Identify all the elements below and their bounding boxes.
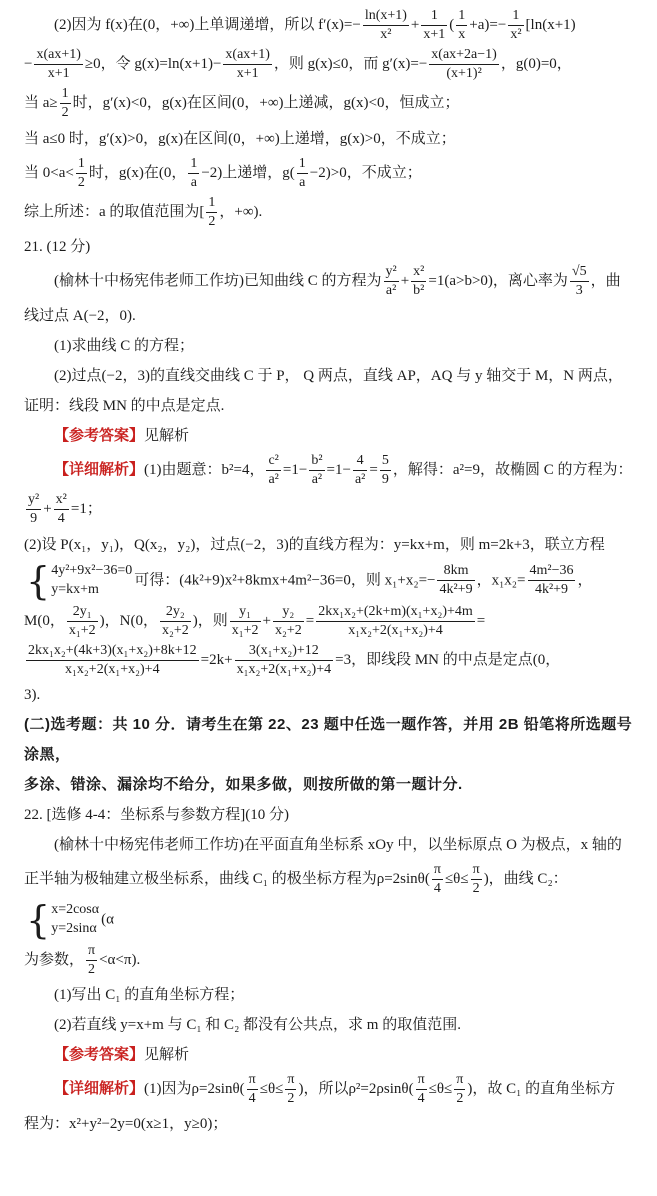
text-run: )，N(0， (99, 612, 158, 629)
text-run: ，x₁x₂= (476, 571, 526, 588)
fraction-numerator: y² (26, 492, 41, 510)
text-run: 正半轴为极轴建立极坐标系，曲线 C₁ 的极坐标方程为ρ=2sinθ( (24, 870, 430, 887)
text-run: ，+∞). (219, 203, 263, 220)
text-run: − (24, 56, 33, 73)
fraction-numerator: 1 (421, 8, 447, 26)
text-run: +a)=− (469, 17, 507, 34)
equation-row: x=2cosα (51, 902, 100, 918)
answer-label: 【参考答案】 (54, 428, 145, 445)
fraction-numerator: π (285, 1072, 296, 1090)
text-run: ( (449, 17, 455, 34)
fraction-denominator: 2 (456, 1091, 464, 1107)
equation-row: y=2sinα (51, 921, 97, 937)
text-run: =1(a>b>0)，离心率为 (428, 272, 568, 289)
fraction-denominator: 2 (88, 962, 96, 978)
text-run: (榆林十中杨宪伟老师工作坊)在平面直角坐标系 xOy 中，以坐标原点 O 为极点，x 轴的 (54, 836, 622, 853)
text-run: + (410, 17, 420, 34)
solution-line (24, 530, 633, 560)
fraction-numerator: b² (309, 453, 324, 471)
math-fraction (363, 8, 409, 43)
text-run: ， (577, 571, 593, 588)
fraction-denominator: a² (268, 472, 279, 488)
text-run: =1− (282, 462, 308, 479)
text-run: ≥0，令 g(x)=ln(x+1)− (84, 56, 222, 73)
text-run: ≤θ≤ (259, 1081, 284, 1098)
text-run: 证明：线段 MN 的中点是定点. (24, 398, 225, 415)
text-run: (α (101, 911, 114, 928)
answer-label: 【详细解析】 (54, 462, 145, 479)
solution-line (24, 154, 633, 193)
math-fraction (309, 453, 324, 488)
fraction-numerator: 1 (297, 156, 308, 174)
fraction-denominator: x₁+2 (231, 622, 259, 638)
text-run: (2)因为 f(x)在(0，+∞)上单调递增，所以 f′(x)=− (54, 17, 361, 34)
question-stem (24, 941, 633, 980)
fraction-numerator: π (247, 1072, 258, 1090)
math-fraction (380, 453, 391, 488)
math-fraction (223, 47, 271, 82)
text-run: ，解得：a²=9，故椭圆 C 的方程为： (392, 462, 633, 479)
fraction-numerator: π (86, 943, 97, 961)
math-fraction (26, 492, 41, 527)
text-run: 时，g(x)在(0， (88, 164, 187, 181)
reference-answer-line (24, 1040, 633, 1070)
fraction-denominator: 2 (472, 880, 480, 896)
fraction-numerator: 1 (188, 156, 199, 174)
equation-row: 4y²+9x²−36=0 (51, 562, 133, 578)
fraction-numerator: 2kx₁x₂+(4k+3)(x₁+x₂)+8k+12 (26, 643, 199, 661)
fraction-denominator: x₁x₂+2(x₁+x₂)+4 (236, 661, 332, 677)
brace-icon: { (26, 898, 51, 943)
question-part (24, 391, 633, 421)
text-run: 3). (24, 686, 41, 703)
text-run: + (262, 612, 271, 629)
math-fraction (285, 1072, 296, 1107)
text-run: + (400, 272, 410, 289)
text-run: = (305, 612, 315, 629)
fraction-denominator: 4 (433, 880, 441, 896)
fraction-denominator: x (458, 27, 466, 43)
text-run: ，曲 (590, 272, 621, 289)
fraction-numerator: ln(x+1) (363, 8, 409, 26)
math-fraction (26, 643, 199, 678)
math-fraction (273, 604, 304, 639)
text-run: =1− (326, 462, 351, 479)
equation-rows (51, 901, 99, 939)
equation-system (26, 898, 100, 943)
section-header (24, 770, 633, 800)
question-stem (24, 262, 633, 301)
text-run: 综上所述：a 的取值范围为[ (24, 203, 205, 220)
question-stem (24, 860, 633, 941)
fraction-numerator: y² (384, 264, 399, 282)
text-run: 程为：x²+y²−2y=0(x≥1，y≥0)； (24, 1116, 228, 1133)
math-fraction (297, 156, 308, 191)
text-run: 见解析 (144, 428, 190, 445)
fraction-denominator: x₂+2 (161, 622, 189, 638)
math-fraction (421, 8, 447, 43)
fraction-denominator: x₁x₂+2(x₁+x₂)+4 (348, 622, 443, 638)
fraction-numerator: y₁ (230, 604, 261, 622)
text-run: + (43, 501, 52, 518)
text-run: (1)因为ρ=2sinθ( (144, 1081, 245, 1098)
solution-line (24, 602, 633, 641)
document-body (24, 6, 633, 1139)
text-run: 当 a≤0 时，g′(x)>0，g(x)在区间(0，+∞)上递增，g(x)>0，不成立； (24, 130, 456, 147)
solution-line (24, 84, 633, 123)
fraction-denominator: x₂+2 (274, 622, 302, 638)
fraction-denominator: 3 (575, 283, 583, 299)
math-fraction (456, 8, 467, 43)
solution-line (24, 641, 633, 680)
math-fraction (86, 943, 97, 978)
math-fraction (235, 643, 334, 678)
text-run: <α<π). (99, 952, 141, 969)
text-run: =2k+ (200, 651, 233, 668)
fraction-numerator: 1 (456, 8, 467, 26)
fraction-numerator: π (471, 862, 482, 880)
fraction-denominator: a² (385, 283, 397, 299)
fraction-denominator: 9 (30, 511, 38, 527)
text-run: −2)上递增，g( (201, 164, 295, 181)
fraction-numerator: x(ax+1) (223, 47, 271, 65)
math-fraction (432, 862, 443, 897)
fraction-denominator: a² (354, 472, 366, 488)
fraction-numerator: y₂ (273, 604, 304, 622)
math-fraction (570, 264, 589, 299)
math-fraction (76, 156, 87, 191)
fraction-numerator: 8km (437, 563, 474, 581)
text-run: )，所以ρ²=2ρsinθ( (298, 1081, 414, 1098)
fraction-denominator: 2 (208, 213, 216, 229)
fraction-numerator: 3(x₁+x₂)+12 (235, 643, 334, 661)
text-run: =3，即线段 MN 的中点是定点(0， (335, 651, 561, 668)
text-run: = (476, 612, 486, 629)
math-fraction (266, 453, 280, 488)
fraction-denominator: x+1 (236, 66, 259, 82)
fraction-numerator: x(ax+2a−1) (429, 47, 499, 65)
text-run: ，g(0)=0， (500, 56, 572, 73)
fraction-denominator: b² (413, 283, 425, 299)
math-fraction (353, 453, 367, 488)
text-run: )，曲线 C₂： (483, 870, 568, 887)
question-number (24, 232, 633, 262)
text-run: ≤θ≤ (428, 1081, 453, 1098)
text-run: (1)由题意：b²=4， (144, 462, 265, 479)
fraction-denominator: 4 (248, 1091, 256, 1107)
math-fraction (54, 492, 69, 527)
fraction-numerator: 2y₁ (67, 604, 98, 622)
fraction-denominator: x² (380, 27, 392, 43)
text-run: 21. (12 分) (24, 238, 91, 255)
equation-system (26, 558, 133, 603)
fraction-denominator: x+1 (47, 66, 70, 82)
fraction-numerator: 1 (508, 8, 523, 26)
fraction-denominator: 2 (287, 1091, 295, 1107)
text-run: (2)若直线 y=x+m 与 C₁ 和 C₂ 都没有公共点，求 m 的取值范围. (54, 1017, 461, 1034)
text-run: 可得：(4k²+9)x²+8kmx+4m²−36=0，则 x₁+x₂=− (134, 571, 436, 588)
fraction-denominator: a² (311, 472, 323, 488)
fraction-numerator: x(ax+1) (34, 47, 82, 65)
math-fraction (528, 563, 576, 598)
text-run: =1； (70, 501, 102, 518)
solution-line (24, 680, 633, 710)
question-part (24, 980, 633, 1010)
fraction-denominator: x₁x₂+2(x₁+x₂)+4 (65, 661, 160, 677)
fraction-numerator: 1 (76, 156, 87, 174)
math-fraction (160, 604, 191, 639)
math-fraction (60, 86, 71, 121)
solution-line (24, 124, 633, 154)
text-run: 线过点 A(−2，0). (24, 308, 136, 325)
fraction-numerator: 2kx₁x₂+(2k+m)(x₁+x₂)+4m (316, 604, 475, 622)
answer-label: 【详细解析】 (54, 1081, 145, 1098)
question-part (24, 1010, 633, 1040)
text-run: ，则 g(x)≤0，而 g′(x)=− (273, 56, 428, 73)
fraction-denominator: 4k²+9 (534, 582, 569, 597)
math-fraction (247, 1072, 258, 1107)
answer-label: 【参考答案】 (54, 1047, 145, 1064)
text-run: 时，g′(x)<0，g(x)在区间(0，+∞)上递减，g(x)<0，恒成立； (72, 95, 460, 112)
text-run: (二)选考题：共 10 分．请考生在第 22、23 题中任选一题作答，并用 2B 铅笔将所选题号涂黑， (24, 715, 633, 763)
fraction-denominator: x+1 (423, 27, 446, 43)
math-fraction (34, 47, 82, 82)
text-run: (1)写出 C₁ 的直角坐标方程； (54, 987, 245, 1004)
fraction-denominator: 2 (77, 174, 85, 190)
text-run: 22. [选修 4-4：坐标系与参数方程](10 分) (24, 806, 289, 823)
fraction-numerator: π (416, 1072, 427, 1090)
fraction-denominator: 4 (417, 1091, 425, 1107)
fraction-denominator: 9 (381, 472, 389, 488)
fraction-denominator: x² (510, 27, 522, 43)
text-run: )，则 (192, 612, 228, 629)
solution-line (24, 45, 633, 84)
fraction-numerator: π (432, 862, 443, 880)
fraction-numerator: c² (266, 453, 280, 471)
fraction-numerator: x² (54, 492, 69, 510)
text-run: 当 a≥ (24, 95, 58, 112)
fraction-numerator: 1 (206, 195, 217, 213)
math-fraction (384, 264, 399, 299)
question-stem (24, 301, 633, 331)
fraction-numerator: π (454, 1072, 465, 1090)
fraction-denominator: a (299, 174, 306, 190)
math-fraction (416, 1072, 427, 1107)
fraction-numerator: x² (411, 264, 426, 282)
text-run: )，故 C₁ 的直角坐标方 (467, 1081, 616, 1098)
reference-answer-line (24, 421, 633, 451)
text-run: (1)求曲线 C 的方程； (54, 338, 194, 355)
question-part (24, 361, 633, 391)
fraction-numerator: 1 (60, 86, 71, 104)
question-number (24, 800, 633, 830)
text-run: (2)设 P(x₁，y₁)，Q(x₂，y₂)，过点(−2，3)的直线方程为：y=kx+m，则 m=2k+3，联立方程 (24, 536, 605, 553)
solution-line (24, 1109, 633, 1139)
math-fraction (411, 264, 426, 299)
text-run: −2)>0，不成立； (309, 164, 422, 181)
math-fraction (206, 195, 217, 230)
question-part (24, 331, 633, 361)
solution-line (24, 193, 633, 232)
text-run: (榆林十中杨宪伟老师工作坊)已知曲线 C 的方程为 (54, 272, 382, 289)
math-fraction (454, 1072, 465, 1107)
fraction-numerator: 4m²−36 (528, 563, 576, 581)
math-fraction (316, 604, 475, 639)
math-fraction (508, 8, 523, 43)
detailed-analysis-line (24, 451, 633, 490)
question-stem (24, 830, 633, 860)
brace-icon: { (26, 558, 51, 603)
math-fraction (471, 862, 482, 897)
math-fraction (437, 563, 474, 598)
math-fraction (67, 604, 98, 639)
text-run: 见解析 (144, 1047, 190, 1064)
solution-line (24, 490, 633, 529)
text-run: (2)过点(−2，3)的直线交曲线 C 于 P， Q 两点，直线 AP，AQ 与 y 轴交于 M，N 两点， (54, 368, 623, 385)
fraction-numerator: √5 (570, 264, 589, 282)
fraction-numerator: 4 (353, 453, 367, 471)
section-header (24, 710, 633, 770)
text-run: = (369, 462, 378, 479)
math-fraction (429, 47, 499, 82)
text-run: M(0， (24, 612, 65, 629)
fraction-denominator: 4k²+9 (439, 582, 473, 597)
solution-line (24, 6, 633, 45)
fraction-denominator: x₁+2 (68, 622, 96, 638)
text-run: [ln(x+1) (525, 17, 576, 34)
fraction-numerator: 2y₂ (160, 604, 191, 622)
equation-rows (51, 562, 132, 600)
text-run: 为参数， (24, 952, 85, 969)
text-run: 多涂、错涂、漏涂均不给分，如果多做，则按所做的第一题计分. (24, 775, 463, 793)
equation-row: y=kx+m (51, 581, 99, 597)
solution-line (24, 560, 633, 602)
fraction-denominator: (x+1)² (446, 66, 482, 82)
text-run: 当 0<a< (24, 164, 74, 181)
fraction-denominator: 2 (61, 105, 69, 121)
fraction-numerator: 5 (380, 453, 391, 471)
fraction-denominator: a (190, 174, 197, 190)
text-run: ≤θ≤ (444, 870, 469, 887)
math-fraction (188, 156, 199, 191)
fraction-denominator: 4 (57, 511, 65, 527)
math-fraction (230, 604, 261, 639)
detailed-analysis-line (24, 1070, 633, 1109)
